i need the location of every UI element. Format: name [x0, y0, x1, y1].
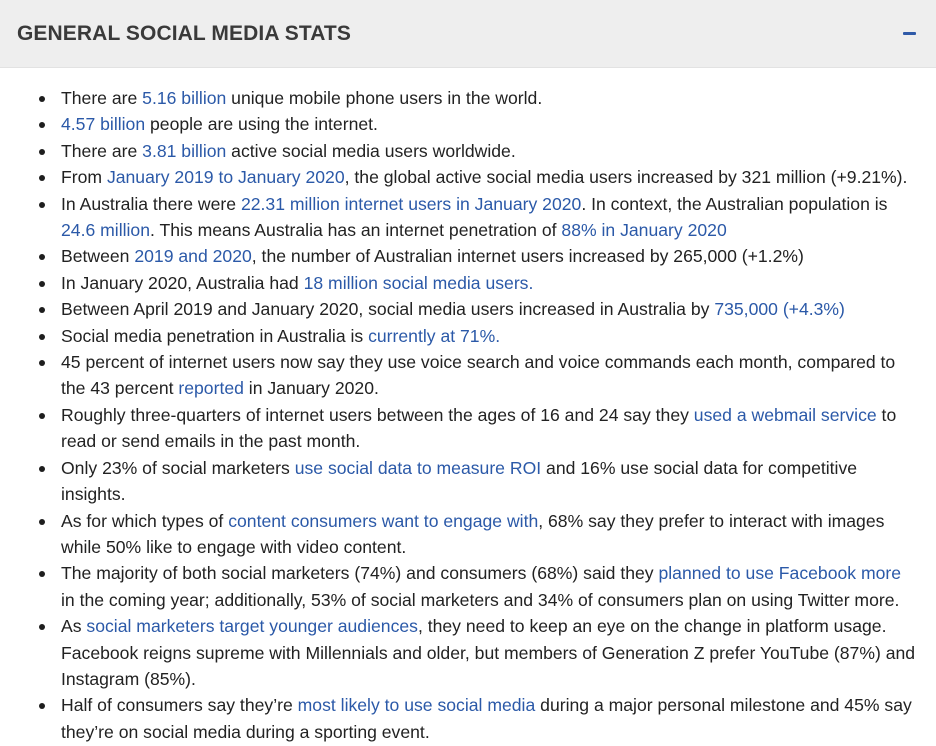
stat-text: Between [61, 246, 135, 267]
stat-text: Social media penetration in Australia is [61, 325, 369, 346]
stat-link[interactable]: 4.57 billion [61, 114, 146, 135]
stat-link[interactable]: 735,000 (+4.3%) [714, 299, 845, 320]
list-item [18, 164, 916, 190]
list-item [18, 243, 916, 269]
stat-link[interactable]: January 2019 to January 2020 [106, 167, 345, 188]
stat-link[interactable]: most likely to use social media [297, 695, 536, 716]
stat-link[interactable]: 2019 and 2020 [134, 246, 252, 267]
stat-text: Half of consumers say they’re [61, 695, 298, 716]
list-item [18, 692, 916, 745]
stat-text: people are using the internet. [145, 114, 378, 135]
list-item [18, 402, 916, 455]
bullet-icon [39, 413, 45, 419]
stat-text: and 16% use social data for competitive insights. [61, 457, 858, 505]
bullet-icon [39, 149, 45, 155]
minus-icon-bar [903, 32, 916, 35]
bullet-icon [39, 307, 45, 313]
stat-text: , 68% say they prefer to interact with images while 50% like to engage with video content. [61, 510, 885, 557]
stat-text: . In context, the Australian population is [581, 193, 888, 214]
bullet-icon [39, 202, 45, 208]
list-item [18, 349, 916, 402]
stat-text: As [61, 616, 87, 637]
bullet-icon [39, 519, 45, 525]
stat-text: Roughly three-quarters of internet users between the ages of 16 and 24 say they [61, 404, 694, 425]
stat-link[interactable]: planned to use Facebook more [658, 563, 902, 584]
stat-link[interactable]: 24.6 million [61, 220, 150, 241]
list-item [18, 296, 916, 322]
stat-text: , the global active social media users increased by 321 million (+9.21%). [344, 167, 908, 188]
stat-text: There are [61, 88, 143, 108]
stat-text: In January 2020, Australia had [61, 272, 304, 293]
list-item [18, 111, 916, 137]
list-item [18, 85, 916, 111]
bullet-icon [39, 96, 45, 102]
list-item [18, 613, 916, 692]
stat-text: in January 2020. [243, 378, 379, 399]
bullet-icon [39, 624, 45, 630]
bullet-icon [39, 175, 45, 181]
stat-text: The majority of both social marketers (74%) and consumers (68%) said they [61, 563, 659, 584]
stat-link[interactable]: use social data to measure ROI [294, 457, 542, 478]
stat-text: 45 percent of internet users now say they use voice search and voice commands each month, compared to the 43 percent [61, 352, 896, 399]
stat-text: Only 23% of social marketers [61, 457, 295, 478]
stat-link[interactable]: content consumers want to engage with [228, 510, 539, 531]
minus-icon[interactable] [898, 23, 920, 45]
stat-text: Between April 2019 and January 2020, social media users increased in Australia by [61, 299, 715, 320]
panel-title: GENERAL SOCIAL MEDIA STATS [17, 21, 351, 45]
bullet-icon [39, 466, 45, 472]
stat-text: , the number of Australian internet users increased by 265,000 (+1.2%) [251, 246, 804, 267]
stat-link[interactable]: used a webmail service [693, 404, 877, 425]
bullet-icon [39, 571, 45, 577]
stat-text: , they need to keep an eye on the change in platform usage. Facebook reigns supreme with Millennials and older, but members of Generation Z prefer YouTube (87%) and Instagram (85%). [61, 616, 916, 689]
stat-text: There are [61, 140, 143, 161]
stat-text: . This means Australia has an internet penetration of [150, 220, 562, 241]
bullet-icon [39, 122, 45, 128]
bullet-icon [39, 254, 45, 260]
stat-link[interactable]: 88% in January 2020 [561, 220, 727, 241]
stat-link[interactable]: 22.31 million internet users in January 2020 [240, 193, 582, 214]
stat-link[interactable]: reported [178, 378, 244, 399]
stat-link[interactable]: 3.81 billion [142, 140, 227, 161]
bullet-icon [39, 360, 45, 366]
stat-link[interactable]: 18 million social media users. [303, 272, 534, 293]
stat-link[interactable]: social marketers target younger audiences [86, 616, 418, 637]
list-item [18, 270, 916, 296]
stat-text: As for which types of [61, 510, 229, 531]
bullet-icon [39, 334, 45, 340]
stat-link[interactable]: currently at 71%. [368, 325, 501, 346]
stats-list [18, 85, 916, 745]
list-item [18, 191, 916, 244]
list-item [18, 560, 916, 613]
stat-text: active social media users worldwide. [226, 140, 516, 161]
stat-text: unique mobile phone users in the world. [226, 88, 543, 108]
stat-text: during a major personal milestone and 45% say they’re on social media during a sporting event. [61, 695, 912, 742]
stat-text: in the coming year; additionally, 53% of social marketers and 34% of consumers plan on using Twitter more. [61, 589, 900, 610]
bullet-icon [39, 703, 45, 709]
stat-text: to read or send emails in the past month. [61, 404, 897, 452]
list-item [18, 138, 916, 164]
stat-text: From [61, 167, 107, 188]
bullet-icon [39, 281, 45, 287]
panel-body [0, 68, 936, 745]
panel-header[interactable] [0, 0, 936, 68]
list-item [18, 455, 916, 508]
stat-text: In Australia there were [61, 193, 241, 214]
stat-link[interactable]: 5.16 billion [142, 88, 227, 108]
list-item [18, 323, 916, 349]
list-item [18, 508, 916, 561]
